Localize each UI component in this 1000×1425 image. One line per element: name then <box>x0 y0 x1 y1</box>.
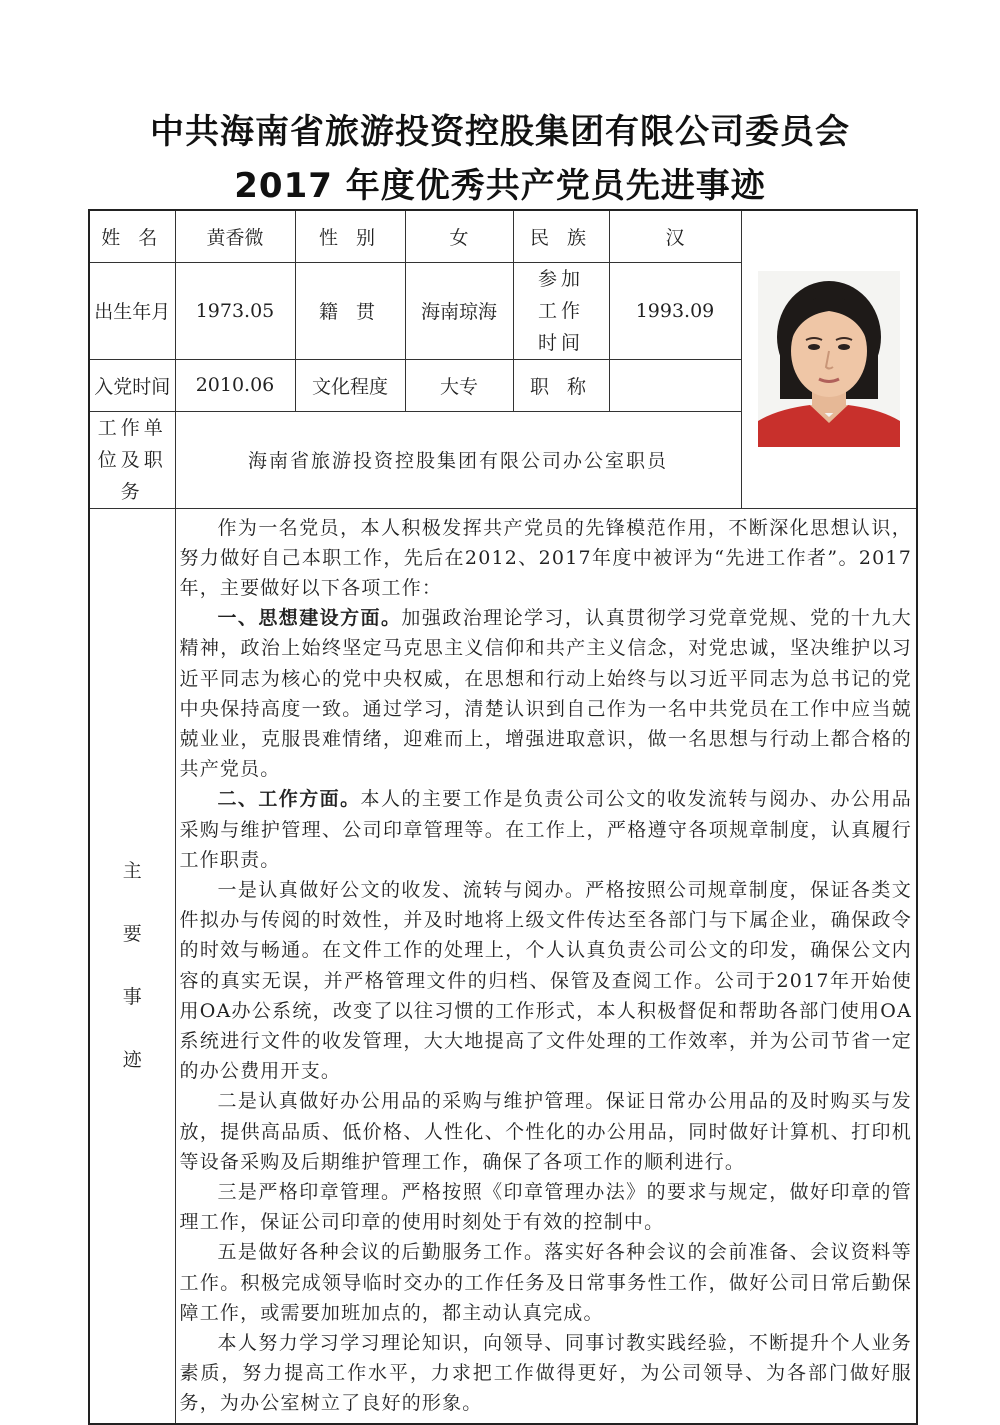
member-info-form <box>88 209 918 1425</box>
unit-label-text: 工作单位及职务 <box>97 416 167 503</box>
work-start-label-text: 参加工作时间 <box>537 267 584 354</box>
document-subtitle: 2017 年度优秀共产党员先进事迹 <box>234 166 766 206</box>
name-label: 姓 名 <box>89 210 175 262</box>
deeds-label-char-4: 迹 <box>122 1048 142 1071</box>
portrait-photo <box>758 271 900 447</box>
origin-label: 籍 贯 <box>295 262 405 359</box>
photo-cell <box>741 210 917 508</box>
ideology-body: 加强政治理论学习，认真贯彻学习党章党规、党的十九大精神，政治上始终坚定马克思主义信仰和共产主义信念，对党忠诚，坚决维护以习近平同志为核心的党中央权威，在思想和行动上始终与以习近平同志为总书记的党中央保持高度一致。通过学习，清楚认识到自己作为一名中共党员在工作中应当兢兢业业，克服畏难情绪，迎难而上，增强进取意识，做一名思想与行动上都合格的共产党员。 <box>179 607 912 781</box>
education-label: 文化程度 <box>295 359 405 411</box>
deeds-content <box>175 508 917 1424</box>
ideology-heading: 一、思想建设方面。 <box>217 607 402 630</box>
work-start-label <box>513 262 609 359</box>
document-title: 中共海南省旅游投资控股集团有限公司委员会 <box>150 112 850 152</box>
title-label: 职 称 <box>513 359 609 411</box>
work-heading: 二、工作方面。 <box>217 788 361 811</box>
unit-label <box>89 411 175 508</box>
deeds-label <box>89 508 175 1424</box>
party-join-label: 入党时间 <box>89 359 175 411</box>
deeds-label-char-2: 要 <box>122 922 142 945</box>
deeds-label-char-1: 主 <box>122 859 142 882</box>
deeds-paragraph-work <box>180 784 913 875</box>
name-value: 黄香微 <box>175 210 295 262</box>
deeds-paragraph-intro: 作为一名党员，本人积极发挥共产党员的先锋模范作用，不断深化思想认识，努力做好自己本职工作，先后在2012、2017年度中被评为“先进工作者”。2017年，主要做好以下各项工作： <box>179 516 912 599</box>
birth-value: 1973.05 <box>175 262 295 359</box>
work-body: 本人的主要工作是负责公司公文的收发流转与阅办、办公用品采购与维护管理、公司印章管理等。在工作上，严格遵守各项规章制度，认真履行工作职责。 <box>179 788 912 871</box>
work-start-value: 1993.09 <box>609 262 741 359</box>
party-join-value: 2010.06 <box>175 359 295 411</box>
ethnic-value: 汉 <box>609 210 741 262</box>
deeds-paragraph-closing: 本人努力学习学习理论知识，向领导、同事讨教实践经验，不断提升个人业务素质，努力提高工作水平，力求把工作做得更好，为公司领导、为各部门做好服务，为办公室树立了良好的形象。 <box>179 1331 912 1415</box>
deeds-paragraph-meetings: 五是做好各种会议的后勤服务工作。落实好各种会议的会前准备、会议资料等工作。积极完成领导临时交办的工作任务及日常事务性工作，做好公司日常后勤保障工作，或需要加班加点的，都主动认真完成。 <box>179 1241 912 1324</box>
unit-value: 海南省旅游投资控股集团有限公司办公室职员 <box>175 411 741 508</box>
deeds-paragraph-seals: 三是严格印章管理。严格按照《印章管理办法》的要求与规定，做好印章的管理工作，保证公司印章的使用时刻处于有效的控制中。 <box>179 1180 912 1234</box>
deeds-paragraph-documents: 一是认真做好公文的收发、流转与阅办。严格按照公司规章制度，保证各类文件拟办与传阅的时效性，并及时地将上级文件传达至各部门与下属企业，确保政令的时效与畅通。在文件工作的处理上，个人认真负责公司公文的印发，确保公文内容的真实无误，并严格管理文件的归档、保管及查阅工作。公司于2017年开始使用OA办公系统，改变了以往习惯的工作形式，本人积极督促和帮助各部门使用OA系统进行文件的收发管理，大大地提高了文件处理的工作效率，并为公司节省一定的办公费用开支。 <box>179 878 912 1083</box>
title-value <box>609 359 741 411</box>
gender-label: 性 别 <box>295 210 405 262</box>
deeds-paragraph-ideology <box>180 603 913 784</box>
origin-value: 海南琼海 <box>405 262 513 359</box>
deeds-paragraph-supplies: 二是认真做好办公用品的采购与维护管理。保证日常办公用品的及时购买与发放，提供高品质、低价格、人性化、个性化的办公用品，同时做好计算机、打印机等设备采购及后期维护管理工作，确保了各项工作的顺利进行。 <box>179 1090 912 1173</box>
gender-value: 女 <box>405 210 513 262</box>
ethnic-label: 民 族 <box>513 210 609 262</box>
birth-label: 出生年月 <box>89 262 175 359</box>
deeds-label-char-3: 事 <box>122 985 142 1008</box>
education-value: 大专 <box>405 359 513 411</box>
